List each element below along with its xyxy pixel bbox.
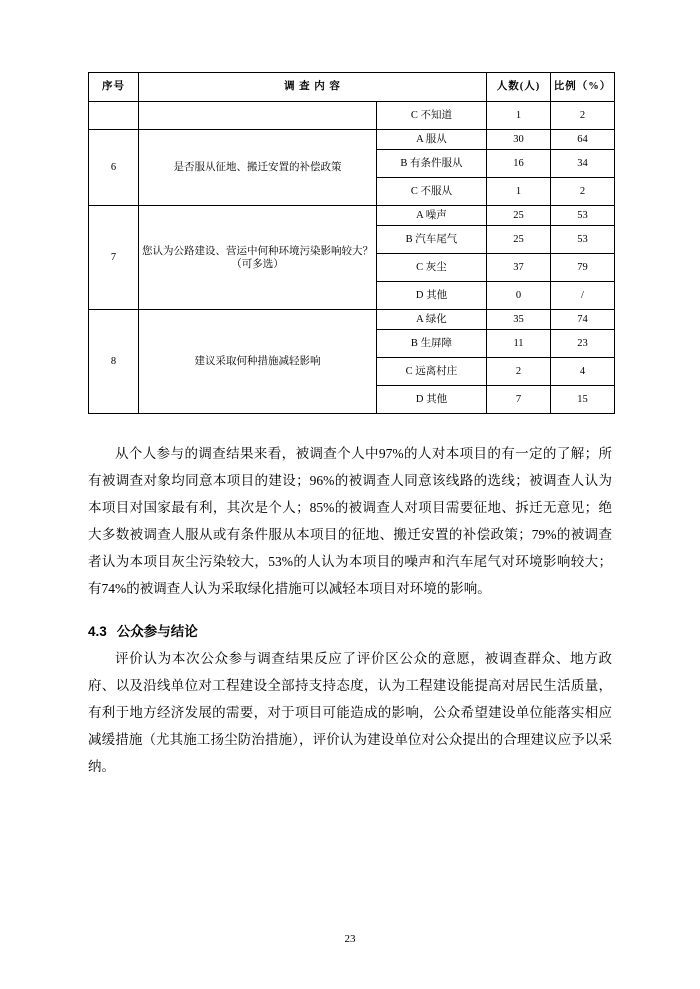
table-row	[89, 310, 615, 330]
cell-option: B 汽车尾气	[377, 226, 487, 254]
table-row	[89, 130, 615, 150]
survey-results-table	[88, 72, 615, 414]
cell-option: C 不服从	[377, 178, 487, 206]
table-header-row	[89, 73, 615, 102]
section-heading-4-3	[88, 618, 612, 645]
cell-percent: 34	[551, 150, 615, 178]
spacer	[88, 602, 612, 618]
cell-option: B 有条件服从	[377, 150, 487, 178]
section-heading-text: 公众参与结论	[116, 624, 198, 640]
table-row	[89, 102, 615, 130]
cell-percent: 23	[551, 330, 615, 358]
cell-count: 1	[487, 178, 551, 206]
page-number: 23	[344, 933, 356, 945]
cell-option: B 生屏障	[377, 330, 487, 358]
cell-count: 25	[487, 206, 551, 226]
paragraph-survey-summary: 从个人参与的调查结果来看，被调查个人中97%的人对本项目的有一定的了解；所有被调查对象均同意本项目的建设；96%的被调查人同意该线路的选线；被调查人认为本项目对国家最有利，其次是个人；85%的被调查人对项目需要征地、拆迁无意见；绝大多数被调查人服从或有条件服从本项目的征地、搬迁安置的补偿政策；79%的被调查者认为本项目灰尘污染较大，53%的人认为本项目的噪声和汽车尾气对环境影响较大；有74%的被调查人认为采取绿化措施可以减轻本项目对环境的影响。	[88, 446, 612, 597]
cell-percent: 53	[551, 226, 615, 254]
spacer	[88, 414, 612, 440]
cell-no-8: 8	[89, 310, 139, 414]
cell-percent: 2	[551, 178, 615, 206]
cell-count: 16	[487, 150, 551, 178]
cell-count: 37	[487, 254, 551, 282]
column-header-percent: 比例（%）	[551, 73, 615, 102]
cell-percent: /	[551, 282, 615, 310]
cell-percent: 15	[551, 386, 615, 414]
cell-option: C 灰尘	[377, 254, 487, 282]
cell-count: 2	[487, 358, 551, 386]
cell-no-empty	[89, 102, 139, 130]
cell-option: C 不知道	[377, 102, 487, 130]
column-header-no: 序号	[89, 73, 139, 102]
table-header	[89, 73, 615, 102]
paragraph-conclusion: 评价认为本次公众参与调查结果反应了评价区公众的意愿，被调查群众、地方政府、以及沿线单位对工程建设全部持支持态度，认为工程建设能提高对居民生活质量，有利于地方经济发展的需要，对于项目可能造成的影响，公众希望建设单位能落实相应减缓措施（尤其施工扬尘防治措施），评价认为建设单位对公众提出的合理建议应予以采纳。	[88, 651, 612, 775]
table-body	[89, 102, 615, 414]
cell-content-7: 您认为公路建设、营运中何种环境污染影响较大？（可多选）	[139, 206, 377, 310]
cell-no-6: 6	[89, 130, 139, 206]
section-heading-number: 4.3	[88, 624, 107, 640]
cell-percent: 4	[551, 358, 615, 386]
column-header-count: 人数(人)	[487, 73, 551, 102]
cell-count: 35	[487, 310, 551, 330]
cell-no-7: 7	[89, 206, 139, 310]
cell-percent: 64	[551, 130, 615, 150]
column-header-content: 调 查 内 容	[139, 73, 487, 102]
cell-percent: 74	[551, 310, 615, 330]
cell-count: 0	[487, 282, 551, 310]
cell-option: A 服从	[377, 130, 487, 150]
cell-count: 11	[487, 330, 551, 358]
table-row	[89, 206, 615, 226]
cell-content-6: 是否服从征地、搬迁安置的补偿政策	[139, 130, 377, 206]
cell-option: A 绿化	[377, 310, 487, 330]
cell-content-8: 建议采取何种措施减轻影响	[139, 310, 377, 414]
cell-count: 7	[487, 386, 551, 414]
cell-count: 25	[487, 226, 551, 254]
cell-percent: 53	[551, 206, 615, 226]
cell-percent: 2	[551, 102, 615, 130]
cell-option: D 其他	[377, 386, 487, 414]
cell-option: C 远离村庄	[377, 358, 487, 386]
cell-count: 1	[487, 102, 551, 130]
cell-option: A 噪声	[377, 206, 487, 226]
cell-count: 30	[487, 130, 551, 150]
cell-percent: 79	[551, 254, 615, 282]
cell-option: D 其他	[377, 282, 487, 310]
cell-content-empty	[139, 102, 377, 130]
